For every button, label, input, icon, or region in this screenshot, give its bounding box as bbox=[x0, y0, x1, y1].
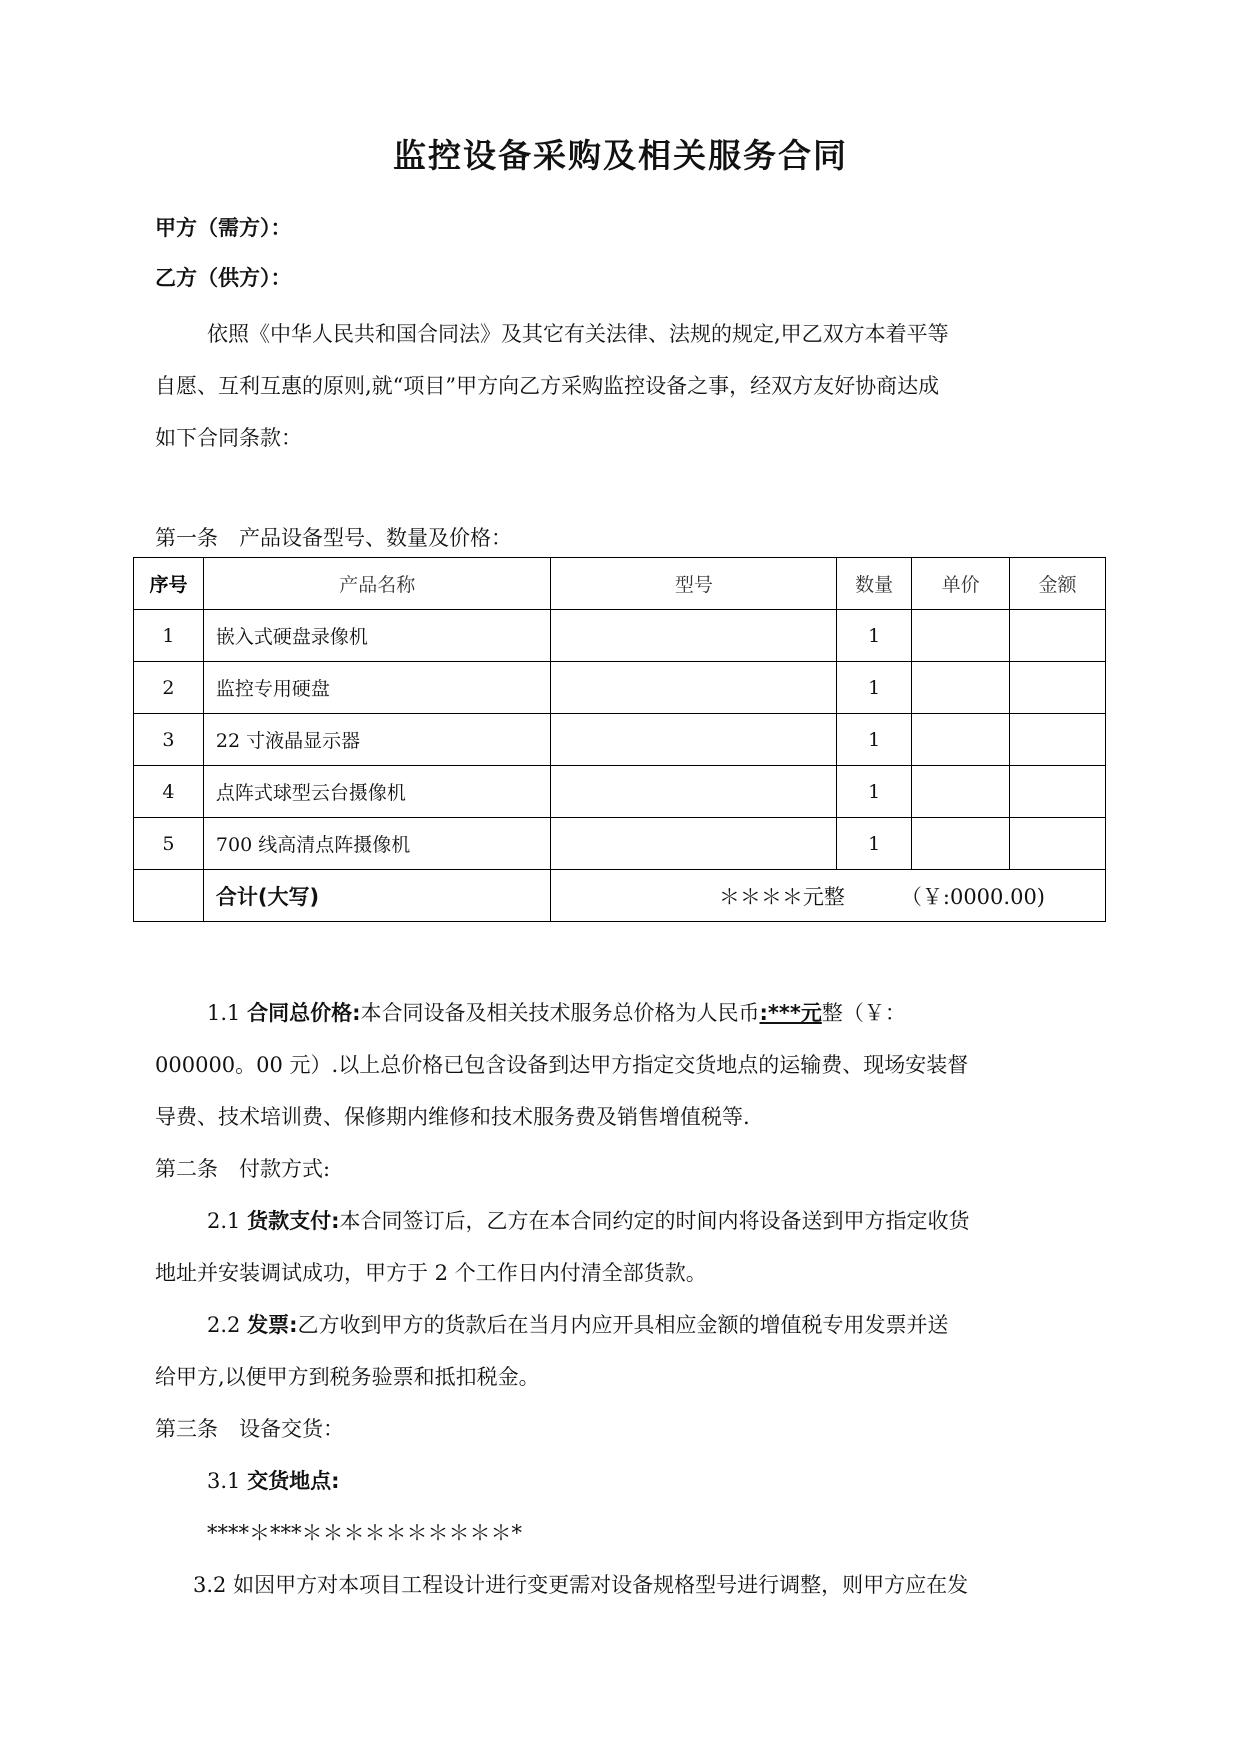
row-unit-price bbox=[912, 610, 1010, 662]
clause-label: 交货地点: bbox=[247, 1469, 340, 1493]
product-table bbox=[133, 557, 1106, 922]
row-name: 嵌入式硬盘录像机 bbox=[203, 610, 551, 662]
row-model bbox=[551, 714, 837, 766]
clause-3-1 bbox=[207, 1465, 339, 1495]
row-qty: 1 bbox=[837, 766, 912, 818]
row-name: 22 寸液晶显示器 bbox=[203, 714, 551, 766]
document-title: 监控设备采购及相关服务合同 bbox=[393, 136, 848, 175]
row-model bbox=[551, 766, 837, 818]
row-amount bbox=[1010, 766, 1106, 818]
clause-3-2: 3.2 如因甲方对本项目工程设计进行变更需对设备规格型号进行调整，则甲方应在发 bbox=[193, 1573, 969, 1597]
clause-text: 本合同设备及相关技术服务总价格为人民币 bbox=[360, 1001, 760, 1025]
row-unit-price bbox=[912, 818, 1010, 870]
party-a-label: 甲方（需方）： bbox=[155, 216, 292, 240]
header-amount: 金额 bbox=[1010, 558, 1106, 610]
clause-label: 合同总价格: bbox=[247, 1001, 361, 1025]
row-unit-price bbox=[912, 766, 1010, 818]
row-model bbox=[551, 818, 837, 870]
row-amount bbox=[1010, 610, 1106, 662]
table-row bbox=[134, 610, 1106, 662]
clause-number: 2.1 bbox=[207, 1209, 248, 1233]
row-qty: 1 bbox=[837, 662, 912, 714]
article-1-heading: 第一条 产品设备型号、数量及价格： bbox=[155, 526, 512, 550]
row-unit-price bbox=[912, 662, 1010, 714]
article-2-heading: 第二条 付款方式: bbox=[155, 1157, 331, 1181]
clause-text-cont: 整（￥： bbox=[821, 1001, 906, 1025]
row-name: 700 线高清点阵摄像机 bbox=[203, 818, 551, 870]
header-seq: 序号 bbox=[134, 558, 204, 610]
intro-line-3: 如下合同条款： bbox=[155, 426, 302, 450]
clause-2-1 bbox=[207, 1205, 969, 1235]
total-label: 合计(大写) bbox=[203, 870, 551, 922]
clause-text: 本合同签订后，乙方在本合同约定的时间内将设备送到甲方指定收货 bbox=[339, 1209, 970, 1233]
table-row bbox=[134, 818, 1106, 870]
row-model bbox=[551, 610, 837, 662]
row-model bbox=[551, 662, 837, 714]
clause-1-1 bbox=[207, 997, 906, 1027]
clause-number: 3.1 bbox=[207, 1469, 248, 1493]
row-amount bbox=[1010, 818, 1106, 870]
clause-label: 发票: bbox=[247, 1313, 298, 1337]
intro-line-1: 依照《中华人民共和国合同法》及其它有关法律、法规的规定,甲乙双方本着平等 bbox=[207, 322, 949, 346]
intro-line-2: 自愿、互利互惠的原则,就“项目”甲方向乙方采购监控设备之事，经双方友好协商达成 bbox=[155, 374, 940, 398]
clause-2-1-line-2: 地址并安装调试成功，甲方于 2 个工作日内付清全部货款。 bbox=[155, 1261, 707, 1285]
header-unit-price: 单价 bbox=[912, 558, 1010, 610]
party-b-label: 乙方（供方）： bbox=[155, 266, 292, 290]
row-name: 点阵式球型云台摄像机 bbox=[203, 766, 551, 818]
row-amount bbox=[1010, 714, 1106, 766]
total-words: ＊＊＊＊元整 bbox=[718, 884, 845, 909]
clause-1-1-line-3: 导费、技术培训费、保修期内维修和技术服务费及销售增值税等. bbox=[155, 1105, 750, 1129]
clause-text: 乙方收到甲方的货款后在当月内应开具相应金额的增值税专用发票并送 bbox=[297, 1313, 949, 1337]
total-value bbox=[551, 870, 1106, 922]
row-qty: 1 bbox=[837, 610, 912, 662]
article-3-heading: 第三条 设备交货： bbox=[155, 1417, 344, 1441]
table-row bbox=[134, 714, 1106, 766]
clause-label: 货款支付: bbox=[247, 1209, 340, 1233]
clause-number: 2.2 bbox=[207, 1313, 248, 1337]
row-seq: 1 bbox=[134, 610, 204, 662]
intro-paragraph bbox=[155, 308, 1090, 464]
table-total-row bbox=[134, 870, 1106, 922]
header-model: 型号 bbox=[551, 558, 837, 610]
clause-number: 1.1 bbox=[207, 1001, 248, 1025]
row-seq: 3 bbox=[134, 714, 204, 766]
total-figure: （￥:0000.00) bbox=[900, 884, 1045, 909]
row-qty: 1 bbox=[837, 818, 912, 870]
header-name: 产品名称 bbox=[203, 558, 551, 610]
clause-2-2 bbox=[207, 1309, 948, 1339]
row-seq: 4 bbox=[134, 766, 204, 818]
row-name: 监控专用硬盘 bbox=[203, 662, 551, 714]
row-unit-price bbox=[912, 714, 1010, 766]
row-seq: 2 bbox=[134, 662, 204, 714]
table-header-row bbox=[134, 558, 1106, 610]
row-qty: 1 bbox=[837, 714, 912, 766]
header-qty: 数量 bbox=[837, 558, 912, 610]
clause-2-2-line-2: 给甲方,以便甲方到税务验票和抵扣税金。 bbox=[155, 1365, 540, 1389]
total-seq-empty bbox=[134, 870, 204, 922]
table-row bbox=[134, 766, 1106, 818]
contract-amount: :***元 bbox=[759, 1001, 822, 1025]
delivery-address-placeholder: ****＊***＊＊＊＊＊＊＊＊＊＊* bbox=[207, 1521, 522, 1545]
row-seq: 5 bbox=[134, 818, 204, 870]
table-row bbox=[134, 662, 1106, 714]
clause-1-1-line-2: 000000。00 元）.以上总价格已包含设备到达甲方指定交货地点的运输费、现场安装督 bbox=[155, 1053, 969, 1077]
row-amount bbox=[1010, 662, 1106, 714]
